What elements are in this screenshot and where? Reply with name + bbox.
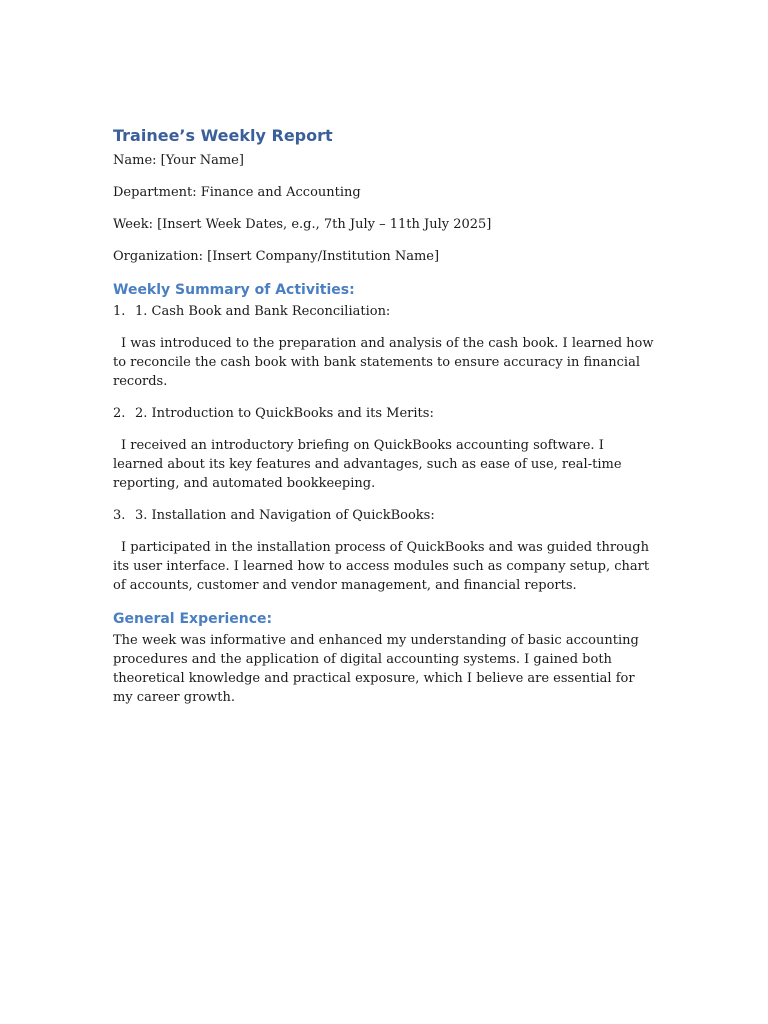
organization-line: Organization: [Insert Company/Institution Name]: [113, 249, 440, 264]
activity-title: 2. Introduction to QuickBooks and its Merits:: [135, 406, 434, 421]
activity-description: I participated in the installation process of QuickBooks and was guided through its user interface. I learned how to access modules such as company setup, chart of accounts, customer and vendor management, and financial reports.: [113, 540, 650, 593]
list-number: 1.: [113, 304, 126, 319]
experience-body: The week was informative and enhanced my understanding of basic accounting procedures and the application of digital accounting systems. I gained both theoretical knowledge and practical exposure, which I believe are essential for my career growth.: [113, 633, 639, 705]
document-page: [113, 124, 658, 707]
summary-heading: Weekly Summary of Activities:: [113, 282, 355, 298]
activity-heading: [113, 404, 658, 423]
experience-heading: General Experience:: [113, 611, 273, 627]
activity-title: 3. Installation and Navigation of QuickBooks:: [135, 508, 435, 523]
list-number: 2.: [113, 406, 126, 421]
activity-heading: [113, 302, 658, 321]
activity-description: I received an introductory briefing on QuickBooks accounting software. I learned about its key features and advantages, such as ease of use, real-time reporting, and automated bookkeeping.: [113, 438, 622, 491]
document-title: Trainee’s Weekly Report: [113, 126, 333, 145]
week-line: Week: [Insert Week Dates, e.g., 7th July – 11th July 2025]: [113, 217, 492, 232]
name-line: Name: [Your Name]: [113, 153, 244, 168]
activity-description: I was introduced to the preparation and analysis of the cash book. I learned how to reconcile the cash book with bank statements to ensure accuracy in financial records.: [113, 336, 654, 389]
department-line: Department: Finance and Accounting: [113, 185, 361, 200]
activity-heading: [113, 506, 658, 525]
list-number: 3.: [113, 508, 126, 523]
activity-title: 1. Cash Book and Bank Reconciliation:: [135, 304, 391, 319]
